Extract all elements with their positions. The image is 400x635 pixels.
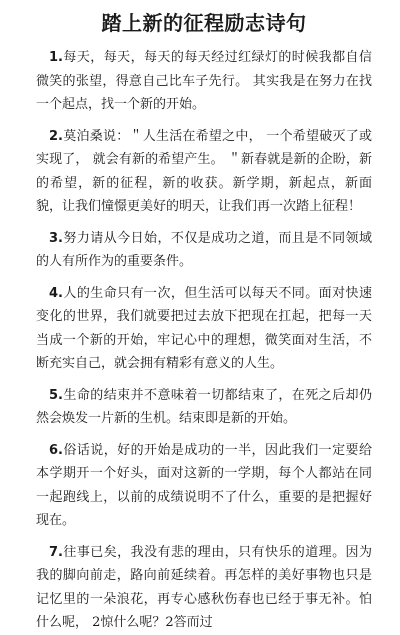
paragraph-number: 7.: [49, 544, 63, 560]
paragraph-6: [36, 439, 372, 533]
paragraph-number: 4.: [49, 285, 63, 301]
paragraph-7: [36, 541, 372, 635]
paragraph-text: 努力请从今日始，不仅是成功之道，而且是不同领域的人有所作为的重要条件。: [36, 230, 372, 269]
paragraph-number: 5.: [49, 387, 63, 403]
document-title: 踏上新的征程励志诗句: [101, 11, 307, 35]
paragraph-3: [36, 227, 372, 274]
paragraph-text: 生命的结束并不意味着一切都结束了，在死之后却仍然会焕发一片新的生机。结束即是新的开始。: [36, 387, 372, 426]
paragraph-text: 往事已矣，我没有悲的理由，只有快乐的道理。因为我的脚向前走，路向前延续着。再怎样的美好事物也只是记忆里的一朵浪花，再专心感秋伤春也已经于事无补。怕什么呢， 2惊什么呢？2答而过: [36, 544, 372, 630]
paragraph-number: 6.: [49, 442, 63, 458]
paragraph-number: 1.: [49, 50, 63, 65]
paragraph-5: [36, 384, 372, 431]
paragraph-text: 莫泊桑说：＂人生活在希望之中， 一个希望破灭了或实现了， 就会有新的希望产生。 ＂新春就是新的企盼，新的希望，新的征程，新的收获。新学期，新起点，新面貌，让我们憧憬更美好的明天，让我们再一次踏上征程！: [36, 128, 372, 214]
paragraph-text: 人的生命只有一次，但生活可以每天不同。面对快速变化的世界，我们就要把过去放下把现在扛起，把每一天当成一个新的开始，牢记心中的理想，微笑面对生活，不断充实自己，就会拥有精彩有意义的人生。: [36, 285, 372, 371]
paragraph-4: [36, 282, 372, 376]
paragraph-2: [36, 125, 372, 219]
paragraph-text: 每天，每天，每天的每天经过红绿灯的时候我都自信微笑的张望，得意自己比车子先行。 其实我是在努力在找一个起点，找一个新的开始。: [36, 50, 372, 112]
paragraph-1: [36, 46, 372, 117]
paragraph-text: 俗话说，好的开始是成功的一半，因此我们一定要给本学期开一个好头，面对这新的一学期，每个人都站在同一起跑线上，以前的成绩说明不了什么，重要的是把握好现在。: [36, 442, 372, 528]
paragraph-number: 2.: [49, 128, 63, 144]
paragraph-number: 3.: [49, 230, 63, 246]
